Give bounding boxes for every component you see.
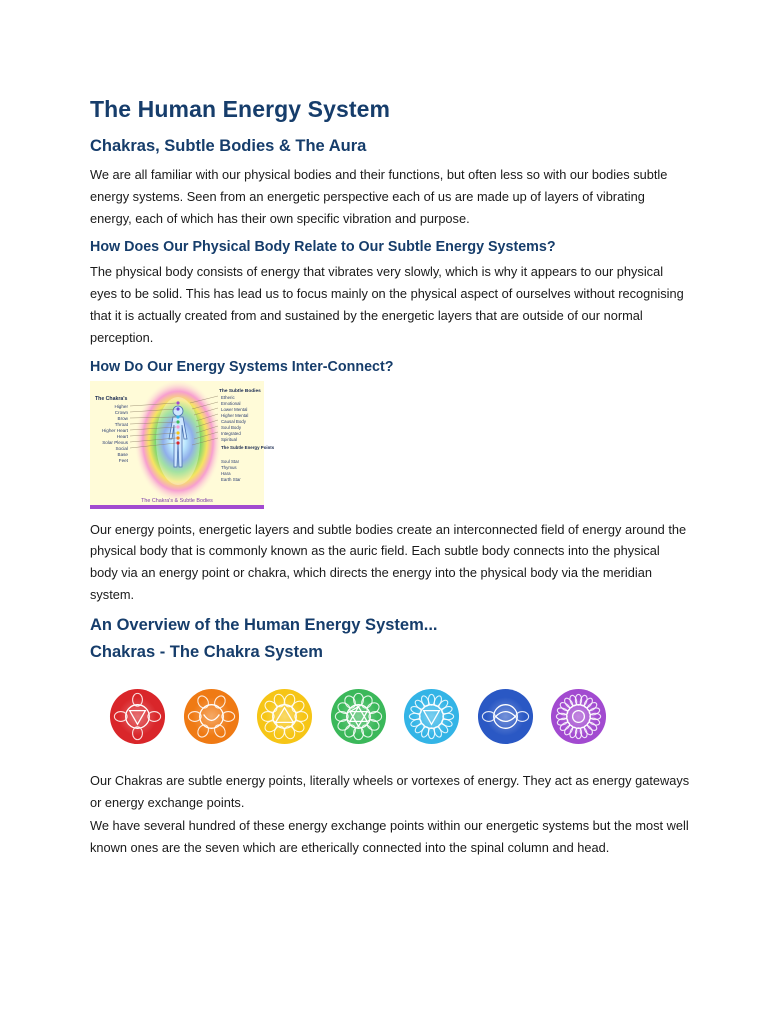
- figure-left-label: Solar Plexus: [102, 439, 128, 445]
- figure-left-label: Crown: [114, 409, 128, 415]
- figure-right-label: Etheric: [221, 394, 235, 400]
- chakras-paragraph-1: Our Chakras are subtle energy points, literally wheels or vortexes of energy. They act as energy gateways or energy exchange points.: [90, 772, 690, 810]
- document-title: The Human Energy System: [90, 96, 391, 122]
- figure-right-label2: Thymus: [221, 464, 237, 470]
- solar-plexus-chakra-icon: [255, 687, 314, 746]
- figure-left-label: Base: [117, 451, 128, 457]
- document-subtitle: Chakras, Subtle Bodies & The Aura: [90, 137, 367, 155]
- chakras-subtle-bodies-figure: [90, 381, 275, 509]
- sacral-chakra-icon: [182, 687, 241, 746]
- figure-bottom-border: [90, 505, 264, 509]
- figure-left-label: Heart: [116, 433, 128, 439]
- throat-chakra-icon: [402, 687, 461, 746]
- crown-chakra-icon: [549, 687, 608, 746]
- section2-heading: How Do Our Energy Systems Inter-Connect?: [90, 358, 394, 375]
- figure-right-label: Soul Body: [221, 424, 242, 430]
- figure-left-label: Higher Heart: [101, 427, 128, 433]
- figure-right-label2: Soul Star: [221, 458, 240, 464]
- figure-left-label: Higher: [114, 403, 128, 409]
- figure-right-label: Lower Mental: [221, 406, 248, 412]
- chakra-symbols-row: [108, 684, 690, 750]
- root-chakra-icon: [108, 687, 167, 746]
- section2-paragraph: Our energy points, energetic layers and subtle bodies create an interconnected field of energy around the physical body that is commonly known as the auric field. Each subtle body connects into the physical body via an energy point or chakra, which directs the energy into the physical body via the meridian system.: [90, 521, 687, 602]
- figure-right-label: Emotional: [221, 400, 241, 406]
- figure-right-label: Causal Body: [221, 418, 246, 424]
- chakras-subtle-bodies-illustration: [90, 381, 275, 509]
- figure-left-label: Social: [115, 445, 128, 451]
- figure-right-label: Integrated: [221, 430, 241, 436]
- figure-left-label: Feet: [118, 457, 128, 463]
- intro-paragraph: We are all familiar with our physical bodies and their functions, but often less so with our bodies subtle energy systems. Seen from an energetic perspective each of us are made up of layers of vibrating energy, each of which has their own specific vibration and purpose.: [90, 167, 668, 226]
- figure-right-label: Spiritual: [221, 436, 237, 442]
- figure-right-label: Higher Mental: [221, 412, 249, 418]
- section1-paragraph: The physical body consists of energy that vibrates very slowly, which is why it appears to our physical eyes to be solid. This has lead us to focus mainly on the physical aspect of ourselves without recognising that it is actually created from and sustained by the energetic layers that are outside of our normal perception.: [90, 264, 684, 345]
- figure-right-title2: The Subtle Energy Points: [221, 444, 275, 450]
- figure-right-label2: Hara: [221, 470, 231, 476]
- section1-heading: How Does Our Physical Body Relate to Our Subtle Energy Systems?: [90, 239, 556, 256]
- chakras-paragraph-2: We have several hundred of these energy exchange points within our energetic systems but the most well known ones are the seven which are etherically connected into the spinal column and head.: [90, 818, 689, 856]
- figure-right-title: The Subtle Bodies: [219, 388, 261, 394]
- figure-right-label2: Earth Star: [221, 476, 241, 482]
- chakra-dots: [176, 401, 179, 444]
- chakras-heading: Chakras - The Chakra System: [90, 642, 323, 661]
- figure-left-title: The Chakra's: [95, 395, 128, 402]
- overview-heading: An Overview of the Human Energy System...: [90, 615, 438, 634]
- third-eye-chakra-icon: [476, 687, 535, 746]
- heart-chakra-icon: [329, 687, 388, 746]
- figure-left-label: Brow: [117, 415, 128, 421]
- figure-caption: The Chakra's & Subtle Bodies: [141, 497, 213, 504]
- document-page: [90, 96, 690, 859]
- figure-left-label: Throat: [114, 421, 128, 427]
